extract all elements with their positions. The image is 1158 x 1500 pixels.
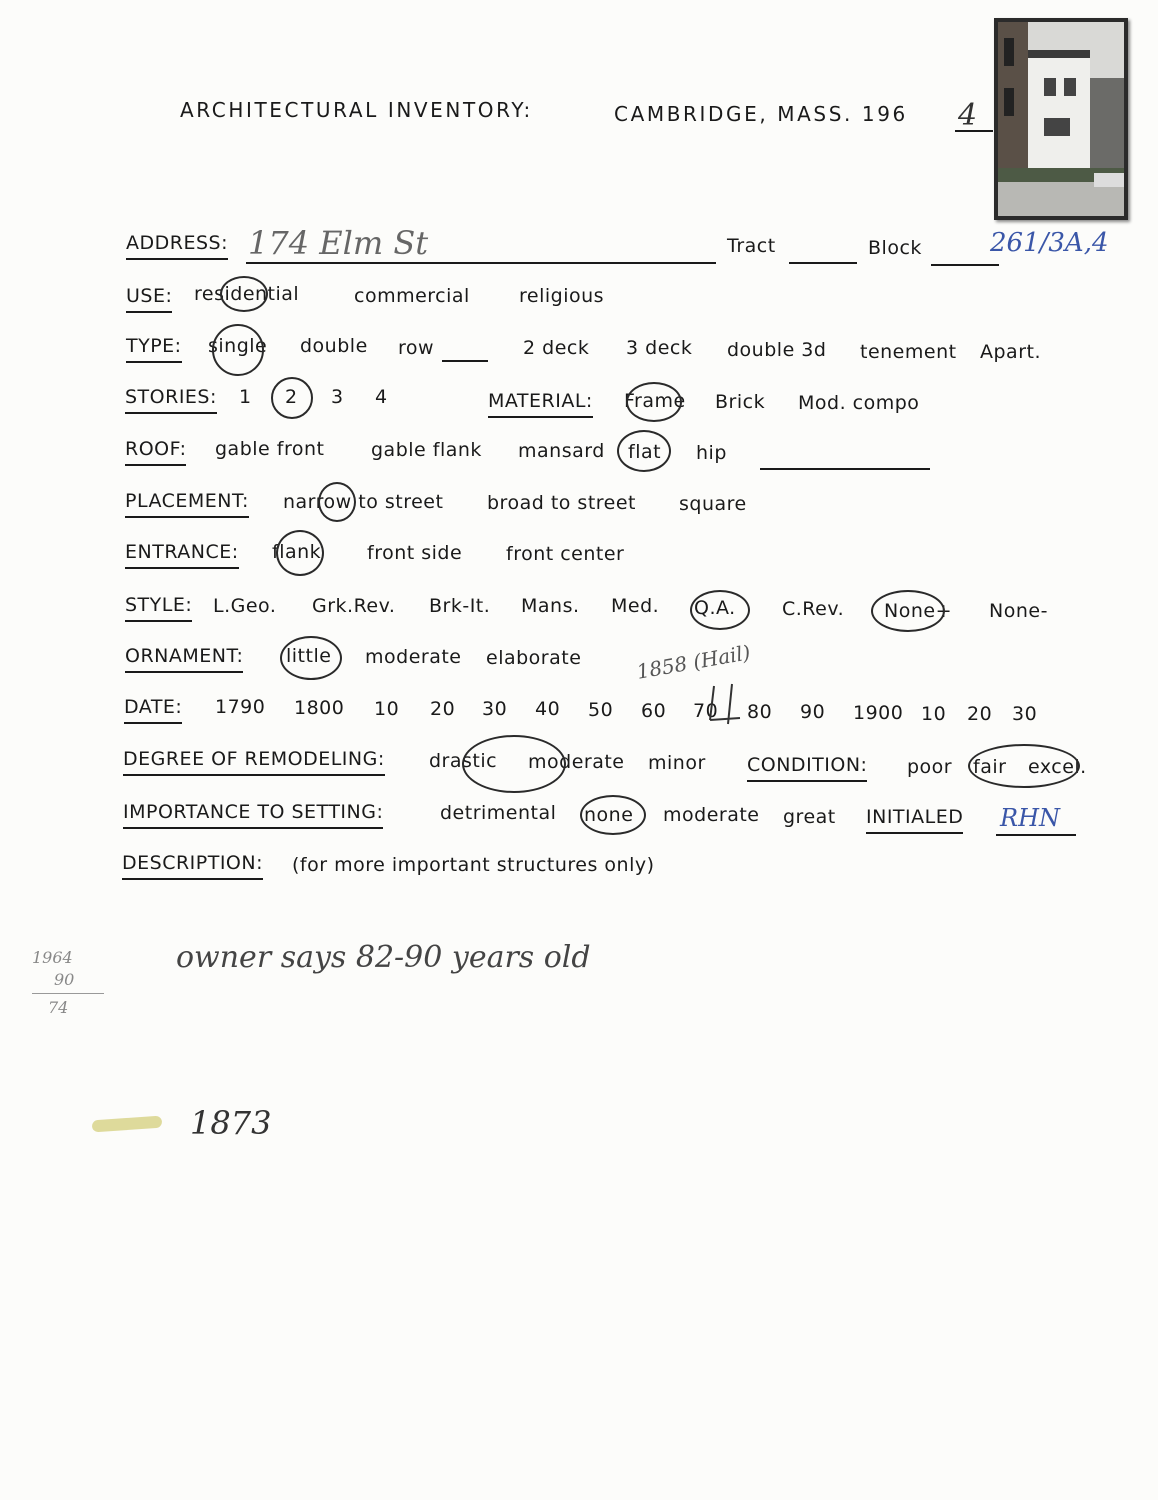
form-city: CAMBRIDGE, MASS. 196 (614, 102, 908, 126)
style-option-med: Med. (611, 595, 660, 617)
entrance-option-front-side: front side (367, 542, 463, 564)
date-option: 10 (374, 698, 400, 720)
ornament-option-little: little (286, 645, 332, 667)
initialed-value: RHN (1000, 804, 1060, 832)
stories-option-3: 3 (331, 386, 344, 408)
date-option: 80 (747, 701, 773, 723)
roof-option-mansard: mansard (518, 440, 605, 462)
entrance-option-front-center: front center (506, 543, 625, 565)
use-label: USE: (126, 285, 172, 313)
selection-circle (280, 636, 342, 680)
selection-circle (212, 324, 264, 376)
style-option-brkit: Brk-It. (429, 595, 491, 617)
date-label: DATE: (124, 696, 182, 724)
date-option: 30 (482, 698, 508, 720)
form-title: ARCHITECTURAL INVENTORY: (180, 98, 533, 122)
roof-option-gable-front: gable front (215, 438, 325, 460)
style-option-crev: C.Rev. (782, 598, 845, 620)
roof-option-gable-flank: gable flank (371, 439, 482, 461)
stories-option-2: 2 (285, 386, 298, 408)
margin-calc-line2: 90 (54, 970, 75, 989)
stories-option-4: 4 (375, 386, 388, 408)
type-label: TYPE: (126, 335, 182, 363)
date-option: 1800 (294, 697, 345, 719)
description-handwritten: owner says 82-90 years old (176, 940, 591, 975)
material-option-brick: Brick (715, 391, 766, 413)
date-option: 1790 (215, 696, 266, 718)
date-option: 70 (693, 700, 719, 722)
date-option: 40 (535, 698, 561, 720)
selection-circle (871, 590, 945, 632)
initialed-label: INITIALED (866, 806, 963, 834)
material-option-mod-compo: Mod. compo (798, 392, 920, 414)
stories-label: STORIES: (125, 386, 217, 414)
condition-option-excel: excel. (1028, 756, 1087, 778)
entrance-label: ENTRANCE: (125, 541, 239, 569)
selection-circle (220, 276, 268, 312)
ornament-option-moderate: moderate (365, 646, 462, 668)
condition-label: CONDITION: (747, 754, 867, 782)
date-option: 30 (1012, 703, 1038, 725)
type-option-tenement: tenement (860, 341, 957, 363)
address-value: 174 Elm St (248, 224, 429, 262)
style-option-none-minus: None- (989, 600, 1048, 622)
style-option-lgeo: L.Geo. (213, 595, 277, 617)
date-option: 1900 (853, 702, 904, 724)
date-annotation: 1858 (Hail) (634, 640, 753, 684)
ornament-option-elaborate: elaborate (486, 647, 582, 669)
type-option-2-deck: 2 deck (523, 337, 590, 359)
date-option: 50 (588, 699, 614, 721)
placement-option-square: square (679, 493, 747, 515)
margin-calc-line3: 74 (48, 998, 69, 1017)
condition-option-fair: fair (973, 756, 1007, 778)
type-option-apart: Apart. (980, 341, 1042, 363)
description-label: DESCRIPTION: (122, 852, 263, 880)
date-option: 90 (800, 701, 826, 723)
tract-label: Tract (727, 235, 776, 257)
selection-circle (690, 590, 750, 630)
selection-circle (580, 795, 646, 835)
roof-option-hip: hip (696, 442, 727, 464)
placement-option-broad: broad to street (487, 492, 637, 514)
selection-circle (617, 430, 671, 472)
importance-option-detrimental: detrimental (440, 802, 557, 824)
style-option-grkrev: Grk.Rev. (312, 595, 396, 617)
year-handwritten: 4 (958, 98, 978, 133)
use-option-commercial: commercial (354, 285, 470, 307)
selection-circle (271, 377, 313, 419)
type-option-3-deck: 3 deck (626, 337, 693, 359)
material-label: MATERIAL: (488, 390, 593, 418)
bottom-note: 1873 (190, 1104, 272, 1142)
date-option: 20 (430, 698, 456, 720)
date-option: 10 (921, 703, 947, 725)
block-label: Block (868, 237, 922, 259)
importance-label: IMPORTANCE TO SETTING: (123, 801, 383, 829)
selection-circle (968, 744, 1080, 788)
address-label: ADDRESS: (126, 232, 228, 260)
importance-option-moderate: moderate (663, 804, 760, 826)
style-option-mans: Mans. (521, 595, 580, 617)
importance-option-none: none (584, 804, 634, 826)
remodeling-option-moderate: moderate (528, 751, 625, 773)
type-option-double-3d: double 3d (727, 339, 827, 361)
margin-calc-line1: 1964 (32, 948, 73, 967)
use-option-residential: residential (194, 283, 300, 305)
placement-option-narrow: narrow to street (283, 491, 444, 513)
selection-circle (626, 382, 682, 422)
highlighter-mark (92, 1116, 163, 1133)
roof-option-flat: flat (628, 441, 662, 463)
type-option-double: double (300, 335, 368, 357)
style-label: STYLE: (125, 594, 192, 622)
entrance-option-flank: flank (272, 541, 322, 563)
description-note: (for more important structures only) (292, 854, 655, 876)
condition-option-poor: poor (907, 756, 953, 778)
importance-option-great: great (783, 806, 836, 828)
date-mark (700, 680, 750, 730)
selection-circle (276, 530, 324, 576)
roof-label: ROOF: (125, 438, 186, 466)
building-photo (994, 18, 1128, 220)
selection-circle (318, 482, 356, 522)
material-option-frame: Frame (624, 390, 686, 412)
style-option-none-plus: None+ (884, 600, 952, 622)
remodeling-label: DEGREE OF REMODELING: (123, 748, 385, 776)
placement-label: PLACEMENT: (125, 490, 249, 518)
ornament-label: ORNAMENT: (125, 645, 243, 673)
type-option-row: row (398, 337, 435, 359)
remodeling-option-minor: minor (648, 752, 706, 774)
use-option-religious: religious (519, 285, 605, 307)
remodeling-option-drastic: drastic (429, 750, 498, 772)
type-option-single: single (208, 335, 268, 357)
date-option: 20 (967, 703, 993, 725)
selection-circle (462, 735, 566, 793)
stories-option-1: 1 (239, 386, 252, 408)
date-option: 60 (641, 700, 667, 722)
style-option-qa: Q.A. (694, 597, 736, 619)
block-value: 261/3A,4 (990, 228, 1109, 258)
